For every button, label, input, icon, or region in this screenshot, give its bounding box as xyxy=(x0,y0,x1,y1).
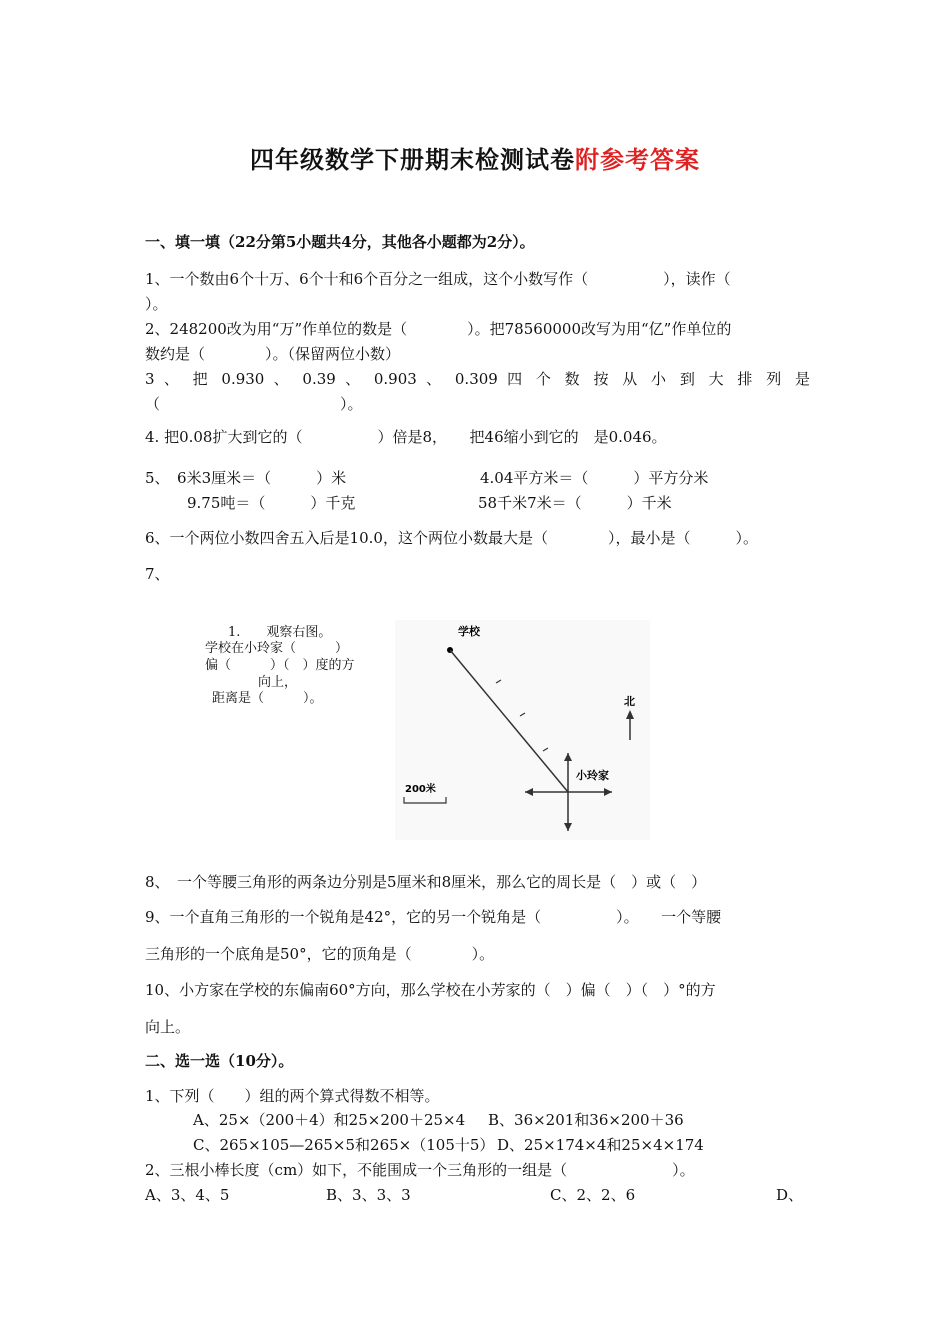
q5-a: 5、 6米3厘米＝（ ）米 xyxy=(145,469,347,487)
map-scale-label: 200米 xyxy=(405,784,436,795)
s2-q2-option-b: B、3、3、3 xyxy=(326,1186,411,1204)
q3-line1: 3 、 把 0.930 、 0.39 、 0.903 、 0.309 四 个 数 按 从 小 到 大 排 列 是 xyxy=(145,370,810,388)
s2-q2-option-a: A、3、4、5 xyxy=(145,1186,230,1204)
q5-b: 4.04平方米＝（ ）平方分米 xyxy=(480,469,709,487)
q2-line2: 数约是（ ）。（保留两位小数） xyxy=(145,345,401,363)
q7-line3: 向上， xyxy=(258,675,298,690)
s2-q1-option-a: A、25×（200＋4）和25×200＋25×4 xyxy=(193,1111,466,1129)
s2-q1-option-b: B、36×201和36×200＋36 xyxy=(488,1111,684,1129)
s2-q1-option-d: D、25×174×4和25×4×174 xyxy=(497,1136,704,1154)
q10-line1: 10、小方家在学校的东偏南60°方向，那么学校在小芳家的（ ）偏（ ）（ ）°的方 xyxy=(145,981,716,999)
title-highlight: 附参考答案 xyxy=(575,145,700,174)
q1-line2: ）。 xyxy=(145,295,168,313)
q10-line2: 向上。 xyxy=(145,1018,191,1036)
title-main: 四年级数学下册期末检测试卷 xyxy=(250,145,575,174)
q7-line1: 学校在小玲家（ ） xyxy=(205,641,349,656)
q5-c: 9.75吨＝（ ）千克 xyxy=(187,494,356,512)
s2-q1-option-c: C、265×105—265×5和265×（105十5） xyxy=(193,1136,495,1154)
q9-line1: 9、一个直角三角形的一个锐角是42°，它的另一个锐角是（ ）。 一个等腰 xyxy=(145,908,722,926)
q7-sub-num: 1. 观察右图。 xyxy=(228,625,332,640)
q5-d: 58千米7米＝（ ）千米 xyxy=(478,494,672,512)
map-north-label: 北 xyxy=(624,695,635,708)
s2-q1-stem: 1、下列（ ）组的两个算式得数不相等。 xyxy=(145,1087,440,1105)
q7-line4: 距离是（ ）。 xyxy=(212,691,323,706)
s2-q2-stem: 2、三根小棒长度（cm）如下，不能围成一个三角形的一组是（ ）。 xyxy=(145,1161,695,1179)
q7-label: 7、 xyxy=(145,565,170,583)
q2-line1: 2、248200改为用“万”作单位的数是（ ）。把78560000改写为用“亿”作单位的 xyxy=(145,320,732,338)
section1-heading: 一、填一填（22分第5小题共4分，其他各小题都为2分）。 xyxy=(145,233,535,251)
q3-line2: （ ）。 xyxy=(145,395,363,413)
q9-line2: 三角形的一个底角是50°，它的顶角是（ ）。 xyxy=(145,945,495,963)
direction-map xyxy=(390,615,660,845)
s2-q2-option-d: D、 xyxy=(776,1186,804,1204)
q8-line: 8、 一个等腰三角形的两条边分别是5厘米和8厘米，那么它的周长是（ ）或（ ） xyxy=(145,873,707,891)
q4-line: 4. 把0.08扩大到它的（ ）倍是8， 把46缩小到它的 是0.046。 xyxy=(145,428,667,446)
page-title xyxy=(0,140,950,175)
map-home-label: 小玲家 xyxy=(576,769,609,782)
section2-heading: 二、选一选（10分）。 xyxy=(145,1052,294,1070)
q1-line1: 1、一个数由6个十万、6个十和6个百分之一组成，这个小数写作（ ），读作（ xyxy=(145,270,731,288)
s2-q2-option-c: C、2、2、6 xyxy=(550,1186,636,1204)
q7-line2: 偏（ ）（ ）度的方 xyxy=(205,658,355,673)
q6-line: 6、一个两位小数四舍五入后是10.0，这个两位小数最大是（ ），最小是（ ）。 xyxy=(145,529,758,547)
map-school-label: 学校 xyxy=(458,625,480,638)
map-background xyxy=(395,620,650,840)
